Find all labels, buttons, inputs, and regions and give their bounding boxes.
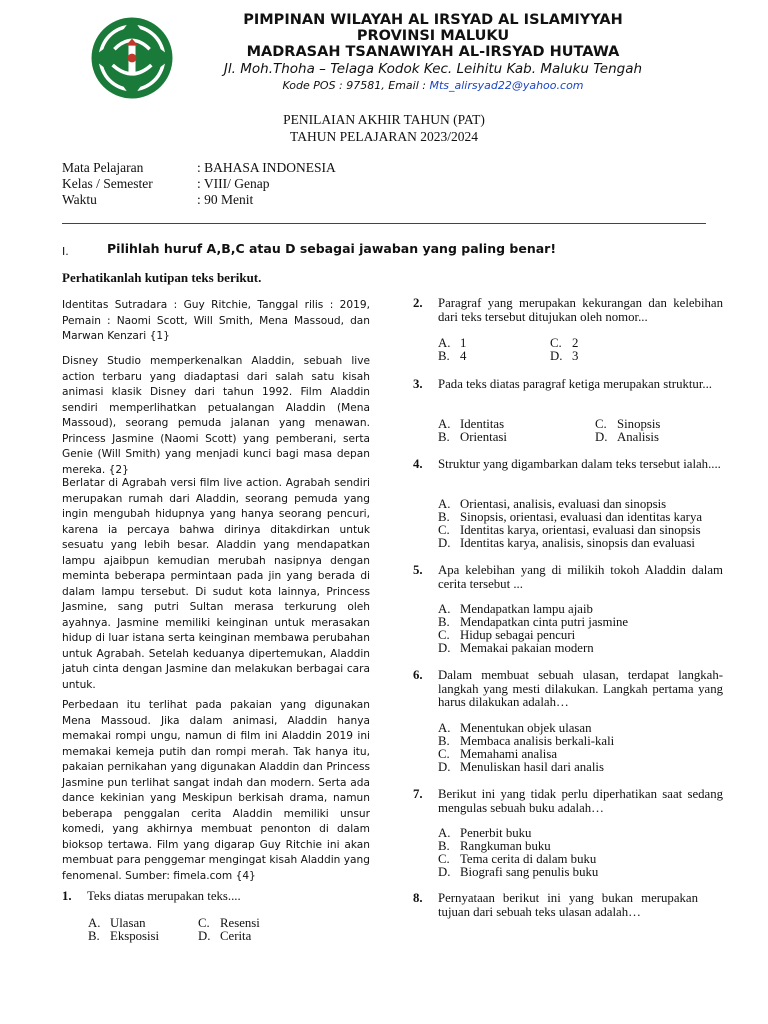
- option-letter: A.: [438, 497, 451, 511]
- option-letter: B.: [438, 430, 450, 444]
- option-letter: D.: [438, 641, 451, 655]
- passage-paragraph-1: Identitas Sutradara : Guy Ritchie, Tanggal rilis : 2019, Pemain : Naomi Scott, Will Smith, Mena Massoud, dan Marwan Kenzari {1}: [62, 299, 370, 342]
- option-text: Mendapatkan lampu ajaib: [460, 602, 593, 616]
- passage-paragraph-4: Perbedaan itu terlihat pada pakaian yang digunakan Mena Massoud. Jika dalam animasi, Aladdin hanya memakai rompi ungu, namun di film ini Aladdin 2019 ini memakai kemeja putih dan rompi merah. Tak hanya itu, pakaian pernikahan yang digunakan Aladdin dan Princess Jasmine pun terlihat sangat indah dan modern. Serta ada dance kekinian yang Meskipun berkisah drama, namun beberapa penggalan cerita Aladdin memiliki unsur komedi, yang akhirnya membuat penonton di dalam bioksop tertawa. Film yang digarap Guy Ritchie ini akan membuat para penggemar mengingat kisah Aladdin yang fenomenal. Sumber: fimela.com {4}: [62, 699, 370, 882]
- question-number: 6.: [413, 668, 423, 682]
- option-text: 2: [572, 336, 579, 350]
- question-number: 8.: [413, 891, 423, 905]
- option-letter: D.: [438, 536, 451, 550]
- province-name: PROVINSI MALUKU: [356, 28, 510, 44]
- option-text: Menentukan objek ulasan: [460, 721, 592, 735]
- question-7-options: [438, 827, 598, 879]
- question-stem: Teks diatas merupakan teks....: [87, 889, 241, 903]
- exam-year: TAHUN PELAJARAN 2023/2024: [290, 129, 478, 144]
- option-text: Mendapatkan cinta putri jasmine: [460, 615, 629, 629]
- option-text: Identitas: [460, 417, 505, 431]
- option-text: Eksposisi: [110, 929, 160, 943]
- instruction-sub: Perhatikanlah kutipan teks berikut.: [62, 270, 262, 285]
- option-text: Rangkuman buku: [460, 839, 551, 853]
- option-letter: D.: [438, 865, 451, 879]
- question-3-options: [438, 418, 660, 444]
- option-letter: C.: [438, 523, 450, 537]
- question-stem: Apa kelebihan yang di milikih tokoh Aladdin dalam cerita tersebut ...: [438, 563, 723, 591]
- question-4-options: [438, 498, 702, 550]
- option-text: Orientasi: [460, 430, 507, 444]
- option-letter: C.: [438, 628, 450, 642]
- question-number: 3.: [413, 377, 423, 391]
- school-name: MADRASAH TSANAWIYAH AL-IRSYAD HUTAWA: [246, 44, 620, 60]
- option-text: Identitas karya, analisis, sinopsis dan evaluasi: [460, 536, 695, 550]
- passage-paragraph-2: Disney Studio memperkenalkan Aladdin, sebuah live action terbaru yang diadaptasi dari salah satu kisah animasi klasik Disney dari tahun 1992. Film Aladdin sendiri memperlihatkan petualangan Aladdin (Mena Massoud), seorang pemuda jalanan yang menawan. Princess Jasmine (Naomi Scott) yang pemberani, serta Genie (Will Smith) yang menjadi kunci bagi masa depan mereka. {2}: [62, 355, 370, 476]
- question-2-options: [438, 337, 578, 363]
- option-text: 4: [460, 349, 467, 363]
- school-logo-icon: [88, 14, 176, 102]
- option-letter: B.: [438, 615, 450, 629]
- option-text: Sinopsis, orientasi, evaluasi dan identitas karya: [460, 510, 703, 524]
- meta-value: : BAHASA INDONESIA: [197, 160, 336, 175]
- question-number: 5.: [413, 563, 423, 577]
- question-number: 7.: [413, 787, 423, 801]
- option-text: Memakai pakaian modern: [460, 641, 594, 655]
- option-letter: D.: [550, 349, 563, 363]
- question-stem: Dalam membuat sebuah ulasan, terdapat langkah-langkah yang mesti dilakukan. Langkah pertama yang harus dilakukan adalah…: [438, 668, 723, 709]
- option-letter: B.: [88, 929, 100, 943]
- option-letter: B.: [438, 349, 450, 363]
- header-divider: [62, 223, 706, 224]
- option-text: Tema cerita di dalam buku: [460, 852, 597, 866]
- option-text: 3: [572, 349, 579, 363]
- option-text: Memahami analisa: [460, 747, 558, 761]
- question-1-options: [88, 917, 260, 943]
- question-6-options: [438, 722, 614, 774]
- question-stem: Berikut ini yang tidak perlu diperhatikan saat sedang mengulas sebuah buku adalah…: [438, 787, 723, 815]
- meta-label: Kelas / Semester: [62, 176, 153, 191]
- option-letter: B.: [438, 734, 450, 748]
- exam-title: PENILAIAN AKHIR TAHUN (PAT): [283, 112, 485, 127]
- option-text: Orientasi, analisis, evaluasi dan sinopsis: [460, 497, 667, 511]
- option-text: Cerita: [220, 929, 252, 943]
- option-letter: C.: [438, 747, 450, 761]
- option-letter: C.: [595, 417, 607, 431]
- option-text: Identitas karya, orientasi, evaluasi dan sinopsis: [460, 523, 701, 537]
- question-stem: Pernyataan berikut ini yang bukan merupakan tujuan dari sebuah teks ulasan adalah…: [438, 891, 698, 919]
- question-stem: Pada teks diatas paragraf ketiga merupakan struktur...: [438, 377, 712, 391]
- passage-paragraph-3: Berlatar di Agrabah versi film live action. Agrabah sendiri merupakan rumah dari Aladdin, seorang pemuda yang ingin mengubah hidupnya yang hanya seorang pencuri, karena ia percaya bahwa dirinya ditakdirkan untuk sesuatu yang lebih besar. Aladdin yang mendapatkan lampu ajaibpun kemudian merubah nasipnya dengan meminta beberapa permintaan pada jin yang berada di dalam lampu tersebut. Di sudut kota lainnya, Princess Jasmine, sang putri Sultan merasa terkurung oleh ayahnya. Jasmine memiliki keinginan untuk merasakan hidup di luar istana serta keinginan membawa perubahan untuk Agrabah. Setelah keduanya dipertemukan, Aladdin jatuh cinta dengan Jasmine dan melakukan berbagai cara untuk.: [62, 477, 370, 691]
- section-number: I.: [62, 245, 69, 258]
- meta-value: : 90 Menit: [197, 192, 254, 207]
- question-number: 1.: [62, 889, 72, 903]
- option-letter: A.: [438, 417, 451, 431]
- option-text: 1: [460, 336, 467, 350]
- option-letter: A.: [438, 602, 451, 616]
- option-letter: A.: [438, 826, 451, 840]
- postal-code-label: Kode POS : 97581, Email :: [282, 79, 430, 92]
- meta-label: Mata Pelajaran: [62, 160, 144, 175]
- instruction-main: Pilihlah huruf A,B,C atau D sebagai jawaban yang paling benar!: [107, 241, 557, 256]
- question-stem: Struktur yang digambarkan dalam teks tersebut ialah....: [438, 457, 721, 471]
- option-letter: A.: [88, 916, 101, 930]
- option-text: Menuliskan hasil dari analis: [460, 760, 604, 774]
- question-number: 2.: [413, 296, 423, 310]
- question-number: 4.: [413, 457, 423, 471]
- option-text: Resensi: [220, 916, 260, 930]
- option-letter: A.: [438, 336, 451, 350]
- option-letter: D.: [438, 760, 451, 774]
- option-letter: C.: [550, 336, 562, 350]
- option-letter: B.: [438, 510, 450, 524]
- email-link[interactable]: Mts_alirsyad22@yahoo.com: [429, 79, 584, 92]
- meta-row-subject: [62, 160, 336, 176]
- option-letter: C.: [198, 916, 210, 930]
- meta-row-class: [62, 176, 269, 192]
- foundation-name: PIMPINAN WILAYAH AL IRSYAD AL ISLAMIYYAH: [243, 12, 623, 28]
- question-5-options: [438, 603, 628, 655]
- option-text: Hidup sebagai pencuri: [460, 628, 576, 642]
- option-letter: D.: [198, 929, 211, 943]
- option-letter: C.: [438, 852, 450, 866]
- meta-value: : VIII/ Genap: [197, 176, 270, 191]
- meta-row-time: [62, 192, 253, 208]
- option-letter: B.: [438, 839, 450, 853]
- option-text: Membaca analisis berkali-kali: [460, 734, 615, 748]
- postal-email-line: [178, 79, 688, 92]
- question-stem: Paragraf yang merupakan kekurangan dan kelebihan dari teks tersebut ditujukan oleh nomor...: [438, 296, 723, 324]
- option-letter: D.: [595, 430, 608, 444]
- option-text: Biografi sang penulis buku: [460, 865, 599, 879]
- option-text: Sinopsis: [617, 417, 661, 431]
- option-text: Ulasan: [110, 916, 146, 930]
- meta-label: Waktu: [62, 192, 97, 207]
- school-address: Jl. Moh.Thoha – Telaga Kodok Kec. Leihitu Kab. Maluku Tengah: [223, 61, 643, 77]
- option-letter: A.: [438, 721, 451, 735]
- option-text: Penerbit buku: [460, 826, 532, 840]
- option-text: Analisis: [617, 430, 659, 444]
